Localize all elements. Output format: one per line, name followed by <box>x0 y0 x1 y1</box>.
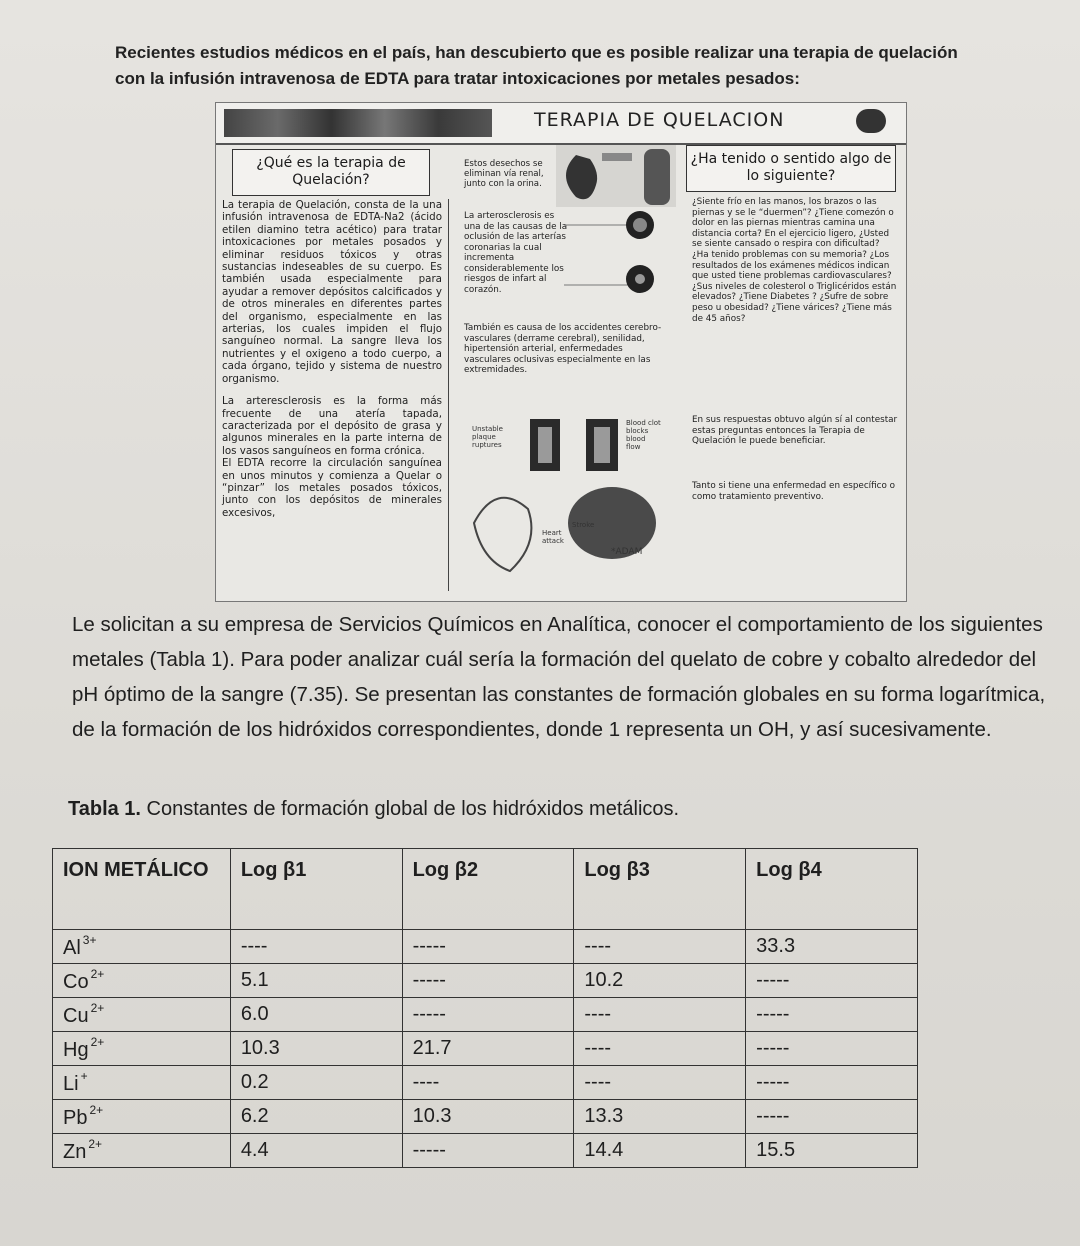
table-row <box>53 930 918 964</box>
col2-paragraph-1: Estos desechos se eliminan vía renal, junto con la orina. <box>464 159 544 189</box>
logb1-cell: 4.4 <box>230 1134 402 1168</box>
question-box-right <box>686 145 896 192</box>
table-caption-text: Constantes de formación global de los hidróxidos metálicos. <box>141 798 680 820</box>
col3-paragraph-3: Tanto si tiene una enfermedad en específico o como tratamiento preventivo. <box>692 481 896 502</box>
adam-credit: *ADAM <box>611 547 643 557</box>
table-row <box>53 998 918 1032</box>
col2-paragraph-2: La arterosclerosis es una de las causas de la oclusión de las arterías coronarias la cual incrementa considerablemente los riesgos de infart al corazón. <box>464 211 568 295</box>
ion-cell <box>53 930 231 964</box>
ion-charge: 2+ <box>90 1001 105 1015</box>
artery-illustration <box>564 207 664 297</box>
col1-paragraph-3: El EDTA recorre la circulación sanguínea en unos minutos y comienza a Quelar o “pinzar” los metales posados tóxicos, junto con los depósitos de minerales excesivos, <box>222 457 442 519</box>
logb1-cell: 6.0 <box>230 998 402 1032</box>
logb1-cell: 6.2 <box>230 1100 402 1134</box>
kidney-illustration <box>556 145 676 207</box>
table-row <box>53 1134 918 1168</box>
chelation-pamphlet <box>215 102 907 602</box>
logb3-cell: ---- <box>574 1066 746 1100</box>
logb4-cell: ----- <box>746 998 918 1032</box>
logb2-cell: 21.7 <box>402 1032 574 1066</box>
intro-paragraph: Recientes estudios médicos en el país, han descubierto que es posible realizar una terapia de quelación con la infusión intravenosa de EDTA para tratar intoxicaciones por metales pesados: <box>115 43 958 88</box>
pamphlet-column-1 <box>222 199 442 519</box>
label-unstable: Unstable plaque ruptures <box>472 425 503 449</box>
logb1-cell: 0.2 <box>230 1066 402 1100</box>
question-left-text: ¿Qué es la terapia de Quelación? <box>256 155 406 188</box>
ion-cell <box>53 1066 231 1100</box>
label-clot: Blood clot blocks blood flow <box>626 419 661 451</box>
table-caption-label: Tabla 1. <box>68 798 141 820</box>
table-row <box>53 1066 918 1100</box>
col1-paragraph-2: La arteresclerosis es la forma más frecuente de una atería tapada, caracterizada por el depósito de grasa y algunos minerales en la parte interna de los vasos sanguíneos en forma crónica. <box>222 395 442 457</box>
ion-charge: 3+ <box>82 933 97 947</box>
logb3-cell: ---- <box>574 998 746 1032</box>
logb1-cell: 10.3 <box>230 1032 402 1066</box>
logb2-cell: ----- <box>402 930 574 964</box>
header-logb4: Log β4 <box>746 849 918 930</box>
logb3-cell: 14.4 <box>574 1134 746 1168</box>
logb4-cell: ----- <box>746 1100 918 1134</box>
header-photo-strip <box>224 109 492 137</box>
ion-symbol: Li <box>63 1073 79 1095</box>
ion-charge: 2+ <box>89 1103 104 1117</box>
problem-statement: Le solicitan a su empresa de Servicios Químicos en Analítica, conocer el comportamiento de los siguientes metales (Tabla 1). Para poder analizar cuál sería la formación del quelato de cobre y cobalto alrededor del pH óptimo de la sangre (7.35). Se presentan las constantes de formación globales en su forma logarítmica, de la formación de los hidróxidos correspondientes, donde 1 representa un OH, y así sucesivamente. <box>72 613 1046 741</box>
col3-paragraph-2: En sus respuestas obtuvo algún sí al contestar estas preguntas entonces la Terapia de Quelación le puede beneficiar. <box>692 415 898 447</box>
col1-paragraph-1: La terapia de Quelación, consta de la una infusión intravenosa de EDTA-Na2 (ácido etilen diamino tetra acético) para tratar intoxicaciones por metales posados y eliminar residuos tóxicos y otras sustancias indeseables de su cuerpo. Es también usada especialmente para ayudar a remover depósitos calcificados y de otros minerales en diferentes partes del organismo, especialmente en las arterias, los cuales impiden el flujo sanguíneo normal. La sangre lleva los nutrientes y el oxigeno a todo cuerpo, a cada órgano, tejido y sistema de nuestro organismo. <box>222 199 442 385</box>
ion-symbol: Zn <box>63 1141 87 1163</box>
table-row <box>53 1100 918 1134</box>
ion-cell <box>53 1100 231 1134</box>
question-box-left <box>232 149 430 196</box>
label-heart-attack: Heart attack <box>542 529 564 545</box>
header-logb3: Log β3 <box>574 849 746 930</box>
table-row <box>53 964 918 998</box>
col2-paragraph-3: También es causa de los accidentes cerebro-vasculares (derrame cerebral), senilidad, hipertensión arterial, enfermedades vasculares oclusivas especialmente en las extremidades. <box>464 323 662 375</box>
question-right-text: ¿Ha tenido o sentido algo de lo siguiente? <box>690 151 892 184</box>
ion-symbol: Al <box>63 937 81 959</box>
col3-paragraph-1: ¿Siente frío en las manos, los brazos o las piernas y se le “duermen”? ¿Tiene comezón o dolor en las piernas mientras camina una distancia corta? En el ejercicio ligero, ¿Usted se siente cansado o respira con dificultad? ¿Ha tenido problemas con su memoria? ¿Los resultados de los exámenes médicos indican que usted tiene problemas cardiovasculares? ¿Sus niveles de colesterol o Triglicéridos están elevados? ¿Tiene Diabetes ? ¿Sufre de sobre peso u obesidad? ¿Tiene várices? ¿Tiene más de 45 años? <box>692 197 897 324</box>
logb2-cell: ----- <box>402 964 574 998</box>
ion-charge: 2+ <box>88 1137 103 1151</box>
ion-charge: 2+ <box>90 967 105 981</box>
pamphlet-title: TERAPIA DE QUELACION <box>534 109 785 131</box>
ion-cell <box>53 998 231 1032</box>
logb3-cell: 10.2 <box>574 964 746 998</box>
logb2-cell: ---- <box>402 1066 574 1100</box>
ion-symbol: Cu <box>63 1005 89 1027</box>
ion-symbol: Co <box>63 971 89 993</box>
table-caption <box>68 798 679 821</box>
logb4-cell: 33.3 <box>746 930 918 964</box>
ion-charge: + <box>80 1069 88 1083</box>
heart-logo-icon <box>856 109 886 133</box>
pamphlet-header <box>216 103 906 145</box>
logb4-cell: 15.5 <box>746 1134 918 1168</box>
logb1-cell: ---- <box>230 930 402 964</box>
logb3-cell: ---- <box>574 930 746 964</box>
ion-cell <box>53 964 231 998</box>
table-row <box>53 1032 918 1066</box>
logb1-cell: 5.1 <box>230 964 402 998</box>
logb4-cell: ----- <box>746 1032 918 1066</box>
ion-cell <box>53 1134 231 1168</box>
header-logb2: Log β2 <box>402 849 574 930</box>
ion-symbol: Hg <box>63 1039 89 1061</box>
label-stroke: Stroke <box>572 521 595 529</box>
logb3-cell: 13.3 <box>574 1100 746 1134</box>
ion-cell <box>53 1032 231 1066</box>
logb4-cell: ----- <box>746 1066 918 1100</box>
ion-symbol: Pb <box>63 1107 88 1129</box>
logb2-cell: ----- <box>402 1134 574 1168</box>
column-divider <box>448 199 449 591</box>
ion-charge: 2+ <box>90 1035 105 1049</box>
logb4-cell: ----- <box>746 964 918 998</box>
logb2-cell: 10.3 <box>402 1100 574 1134</box>
logb2-cell: ----- <box>402 998 574 1032</box>
header-logb1: Log β1 <box>230 849 402 930</box>
logb3-cell: ---- <box>574 1032 746 1066</box>
hydroxide-constants-table <box>52 848 918 1168</box>
header-ion: ION METÁLICO <box>53 849 231 930</box>
table-header-row <box>53 849 918 930</box>
